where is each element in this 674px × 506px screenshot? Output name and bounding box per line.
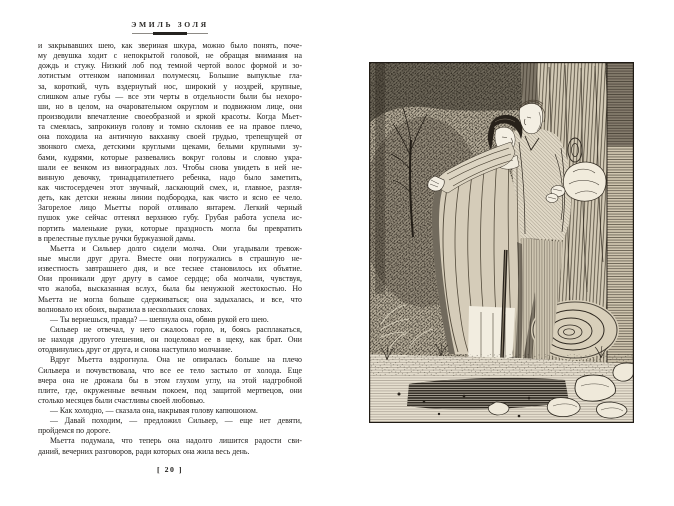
text-line: деть, как детски нежны линии подбородка, как чисто и ясно ее чело.	[38, 193, 302, 203]
text-line: — Давай походим, — предложил Сильвер, — еще нет девяти,	[50, 416, 302, 426]
rocky-ground	[369, 343, 634, 423]
text-line: в прелестные пухлые ручки буржуазной дамы.	[38, 233, 196, 243]
text-line: даний, вечерних разговоров, ради которых она жила весь день.	[38, 446, 250, 456]
text-line: лотистым оттенком напоминал полумесяц. Большие выпуклые гла-	[38, 71, 302, 81]
text-line: та смеялась, запрокинув голову и томно склонив ее на правое плечо,	[38, 122, 302, 132]
text-line: слишком алые губы — все эти черты в отдельности были бы нехоро-	[38, 91, 302, 101]
text-line: пройдемся по дороге.	[38, 426, 111, 436]
text-line: как чистосердечен этот звучный, ласкающий смех, и, главное, разгля-	[38, 182, 302, 192]
text-line: она походила на античную вакханку своей грудью, трепещущей от	[38, 132, 302, 142]
text-line: звонкого смеха, детскими круглыми щеками, белыми крупными зу-	[38, 142, 302, 152]
header-rule-thick-line	[153, 32, 187, 35]
text-line: отодвинулись друг от друга, и снова наступило молчание.	[38, 345, 233, 355]
text-line: ши, но в целом, на очаровательном округлом и подвижном лице, они	[38, 101, 302, 111]
text-line: за, короткий, чуть вздернутый нос, широкий у ноздрей, крупные,	[38, 81, 302, 91]
text-line: му девушка ходит с непокрытой головой, не обращая внимания на	[38, 51, 302, 61]
running-head: ЭМИЛЬ ЗОЛЯ	[131, 20, 209, 29]
header-rule	[132, 32, 208, 35]
text-line: шали ее венком из виноградных лоз. Чтобы снова увидеть в ней не-	[38, 162, 302, 172]
text-line: вчера она не дрожала бы в этом глухом углу, на этой надгробной	[38, 375, 302, 385]
text-line: производили впечатление своеобразной и яркой красоты. Когда Мьет-	[38, 111, 302, 121]
text-line: Мьетта подумала, что теперь она надолго лишится радости сви-	[50, 436, 302, 446]
text-line: бами, кудрями, которые развевались вокруг головы и словно укра-	[38, 152, 302, 162]
text-line: плите, где, окруженные вечным покоем, под защитой мертвецов, они	[38, 385, 302, 395]
text-line: — Ты вернешься, правда? — шепнула она, обвив рукой его шею.	[50, 314, 269, 324]
illustration-engraving	[369, 62, 634, 423]
text-line: и закрывавших шею, как звериная шкура, можно было понять, поче-	[38, 41, 302, 50]
page-number: [ 20 ]	[157, 465, 183, 474]
text-line: дождь и стужу. Низкий лоб под темной чертой волос формой и зо-	[38, 61, 302, 71]
text-line: волновало их обоих, выразила в нескольких словах.	[38, 304, 213, 314]
text-line: Сильвер не отвечал, у него сжалось горло, и, боясь расплакаться,	[50, 324, 302, 334]
text-line: пушок уже сейчас оттенял верхнюю губу. Грубая работа успела ис-	[38, 213, 302, 223]
text-line: Сильвера и почувствовала, что все ее тело застыло от холода. Еще	[38, 365, 302, 375]
text-line: столько месяцев были счастливы своей любовью.	[38, 395, 205, 405]
text-line: — Как холодно, — сказала она, накрывая голову капюшоном.	[50, 406, 258, 416]
body-text	[38, 41, 302, 457]
text-line: Мьетта и Сильвер долго сидели молча. Они угадывали тревож-	[50, 243, 302, 253]
text-line: что жалоба, высказанная вслух, была бы ненужной жестокостью. Но	[38, 284, 302, 294]
text-line: известность завтрашнего дня, и все теснее становилось их объятие.	[38, 264, 302, 274]
text-line: портить маленькие руки, которые праздность могла бы превратить	[38, 223, 302, 233]
text-line: ные мысли друг друга. Вместе они погружались в страшную не-	[38, 253, 302, 263]
book-illustration	[369, 62, 634, 423]
text-line: Мьетта не могла больше сдерживаться; она задыхалась, и все, что	[38, 294, 302, 304]
text-line: винную девочку, тринадцатилетнего ребенка, надо было заметить,	[38, 172, 302, 182]
text-line: Они проникали друг другу в самое сердце; оба молчали, чувствуя,	[38, 274, 302, 284]
text-line: Загорелое лицо Мьетты порой отливало янтарем. Легкий черный	[38, 203, 302, 213]
text-line: не находя другого утешения, он поцеловал ее в щеку, как брат. Они	[38, 335, 302, 345]
text-line: Вдруг Мьетта вздрогнула. Она не опиралась больше на плечо	[50, 355, 302, 365]
